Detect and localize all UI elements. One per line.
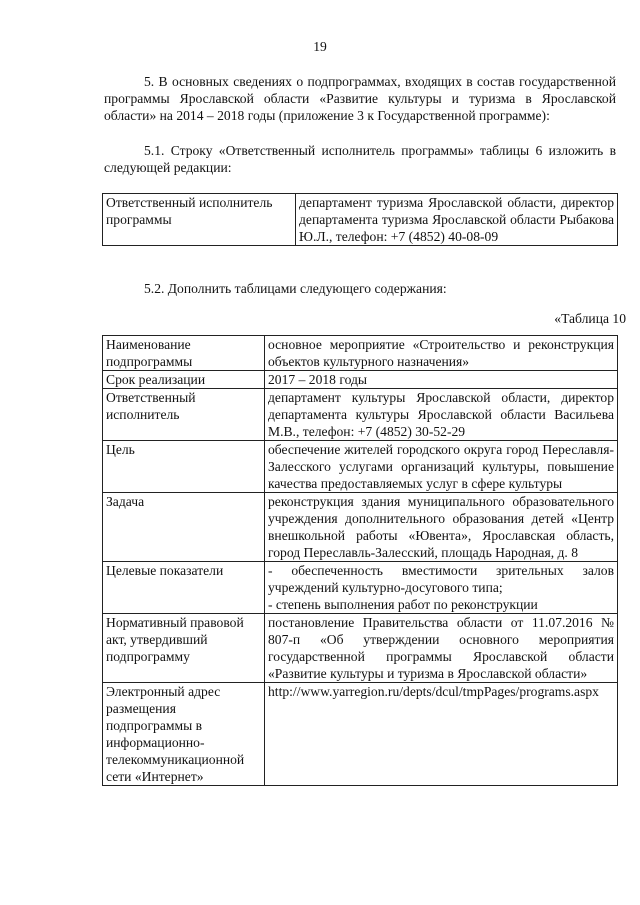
paragraph-5-1: 5.1. Строку «Ответственный исполнитель программы» таблицы 6 изложить в следующей редакции: xyxy=(104,143,616,175)
table-row xyxy=(103,371,618,389)
table-row xyxy=(103,441,618,493)
table-cell-label: Цель xyxy=(103,441,265,493)
table-row xyxy=(103,389,618,441)
table-cell-value: постановление Правительства области от 11.07.2016 № 807-п «Об утверждении основного мероприятия государственной программы Ярославской области «Развитие культуры и туризма в Ярославской области» xyxy=(265,614,618,683)
paragraph-5: 5. В основных сведениях о подпрограммах, входящих в состав государственной программы Ярославской области «Развитие культуры и туризма в Ярославской области» на 2014 – 2018 годы (приложение 3 к Государственной программе): xyxy=(104,74,616,123)
paragraph-5-2: 5.2. Дополнить таблицами следующего содержания: xyxy=(144,281,447,296)
table-cell-label: Электронный адрес размещения подпрограммы в информационно-телекоммуникационной сети «Интернет» xyxy=(103,683,265,786)
table-cell-label: Срок реализации xyxy=(103,371,265,389)
table-cell-label: Нормативный правовой акт, утвердивший подпрограмму xyxy=(103,614,265,683)
table-cell-label: Задача xyxy=(103,493,265,562)
responsible-executor-table xyxy=(102,193,618,246)
table-cell-value: основное мероприятие «Строительство и реконструкция объектов культурного назначения» xyxy=(265,336,618,371)
page-number: 19 xyxy=(313,39,327,54)
table-cell-value xyxy=(265,562,618,614)
table-row xyxy=(103,194,618,246)
subprogram-table xyxy=(102,335,618,786)
table-cell-value: реконструкция здания муниципального образовательного учреждения дополнительного образования детей «Центр внешкольной работы «Ювента», Ярославская область, город Переславль-Залесский, площадь Народная, д. 8 xyxy=(265,493,618,562)
indicator-line: - обеспеченность вместимости зрительных залов учреждений культурно-досугового типа; xyxy=(268,563,614,595)
table-cell-value: обеспечение жителей городского округа город Переславля-Залесского услугами организаций культуры, повышение качества предоставляемых услуг в сфере культуры xyxy=(265,441,618,493)
table-row xyxy=(103,336,618,371)
table-row xyxy=(103,683,618,786)
indicator-line: - степень выполнения работ по реконструкции xyxy=(268,597,538,612)
table-caption: «Таблица 10 xyxy=(554,311,626,326)
table-row xyxy=(103,493,618,562)
table-cell-value: 2017 – 2018 годы xyxy=(265,371,618,389)
program-url[interactable]: http://www.yarregion.ru/depts/dcul/tmpPages/programs.aspx xyxy=(265,683,618,786)
table-cell-label: Наименование подпрограммы xyxy=(103,336,265,371)
table-cell-label: Целевые показатели xyxy=(103,562,265,614)
table-cell-value: департамент культуры Ярославской области, директор департамента культуры Ярославской области Васильева М.В., телефон: +7 (4852) 30-52-29 xyxy=(265,389,618,441)
table-row xyxy=(103,614,618,683)
table-row xyxy=(103,562,618,614)
table-cell-value: департамент туризма Ярославской области, директор департамента туризма Ярославской области Рыбакова Ю.Л., телефон: +7 (4852) 40-08-09 xyxy=(296,194,618,246)
table-cell-label: Ответственный исполнитель xyxy=(103,389,265,441)
table-cell-label: Ответственный исполнитель программы xyxy=(103,194,296,246)
